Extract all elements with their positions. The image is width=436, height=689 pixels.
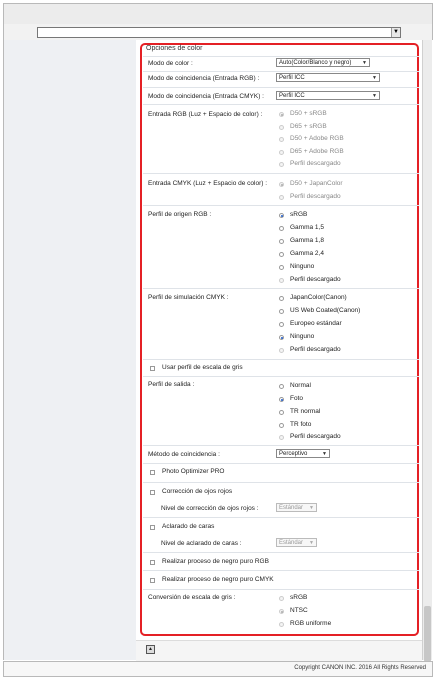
divider: [143, 589, 419, 590]
radio-button[interactable]: [279, 348, 284, 353]
matching-mode-cmyk-select[interactable]: Perfil ICC ▼: [276, 91, 380, 100]
radio-button[interactable]: [279, 265, 284, 270]
radio-button[interactable]: [279, 162, 284, 167]
divider: [143, 205, 419, 206]
chevron-down-icon: ▼: [309, 505, 314, 511]
radio-button[interactable]: [279, 384, 284, 389]
radio-label: Perfil descargado: [290, 193, 341, 200]
radio-button[interactable]: [279, 423, 284, 428]
radio-label: TR normal: [290, 408, 321, 415]
divider: [143, 359, 419, 360]
rgb-source-profile-label: Perfil de origen RGB :: [148, 211, 212, 218]
footer: [3, 661, 433, 677]
radio-button[interactable]: [279, 278, 284, 283]
grayscale-conversion-label: Conversión de escala de gris :: [148, 594, 236, 601]
radio-button[interactable]: [279, 397, 284, 402]
chevron-down-icon: ▼: [372, 93, 377, 99]
radio-button[interactable]: [279, 309, 284, 314]
radio-button[interactable]: [279, 195, 284, 200]
radio-button[interactable]: [279, 622, 284, 627]
radio-label: D50 + sRGB: [290, 110, 327, 117]
radio-button[interactable]: [279, 239, 284, 244]
matching-mode-cmyk-label: Modo de coincidencia (Entrada CMYK) :: [148, 93, 264, 100]
cmyk-input-label: Entrada CMYK (Luz + Espacio de color) :: [148, 180, 268, 187]
output-profile-label: Perfil de salida :: [148, 381, 195, 388]
page-select[interactable]: [37, 27, 401, 38]
chevron-down-icon: ▼: [309, 540, 314, 546]
radio-label: Normal: [290, 382, 311, 389]
matching-method-select[interactable]: Perceptivo ▼: [276, 449, 330, 458]
radio-button[interactable]: [279, 296, 284, 301]
divider: [143, 87, 419, 88]
divider: [143, 56, 419, 57]
divider: [143, 376, 419, 377]
section-title: Opciones de color: [146, 45, 203, 52]
chevron-down-icon: ▼: [322, 451, 327, 457]
copyright: Copyright CANON INC. 2016 All Rights Reserved: [294, 665, 426, 671]
radio-label: sRGB: [290, 594, 308, 601]
grayscale-profile-checkbox[interactable]: [150, 366, 155, 371]
pure-black-rgb-checkbox[interactable]: [150, 560, 155, 565]
radio-button[interactable]: [279, 410, 284, 415]
radio-label: TR foto: [290, 421, 312, 428]
radio-label: D50 + JapanColor: [290, 180, 343, 187]
divider: [143, 570, 419, 571]
radio-label: sRGB: [290, 211, 308, 218]
radio-label: Ninguno: [290, 333, 315, 340]
pure-black-cmyk-checkbox[interactable]: [150, 578, 155, 583]
divider: [143, 463, 419, 464]
radio-label: Perfil descargado: [290, 346, 341, 353]
top-toolbar: [3, 3, 433, 25]
radio-button[interactable]: [279, 213, 284, 218]
radio-label: Gamma 1,5: [290, 224, 324, 231]
matching-method-label: Método de coincidencia :: [148, 451, 220, 458]
radio-button[interactable]: [279, 609, 284, 614]
divider: [143, 445, 419, 446]
radio-button[interactable]: [279, 596, 284, 601]
radio-label: Perfil descargado: [290, 433, 341, 440]
scrollbar-thumb[interactable]: [424, 606, 431, 662]
radio-button[interactable]: [279, 150, 284, 155]
radio-button[interactable]: [279, 137, 284, 142]
radio-button[interactable]: [279, 435, 284, 440]
radio-button[interactable]: [279, 112, 284, 117]
radio-label: Ninguno: [290, 263, 315, 270]
cmyk-simulation-profile-label: Perfil de simulación CMYK :: [148, 294, 229, 301]
radio-label: Perfil descargado: [290, 276, 341, 283]
radio-button[interactable]: [279, 125, 284, 130]
radio-label: D65 + sRGB: [290, 123, 327, 130]
pure-black-cmyk-label: Realizar proceso de negro puro CMYK: [162, 576, 274, 583]
radio-button[interactable]: [279, 226, 284, 231]
red-eye-checkbox[interactable]: [150, 490, 155, 495]
radio-label: D50 + Adobe RGB: [290, 135, 344, 142]
vertical-scrollbar[interactable]: [422, 40, 432, 660]
chevron-down-icon[interactable]: ▼: [391, 28, 400, 37]
address-row: [3, 24, 433, 40]
photo-optimizer-checkbox[interactable]: [150, 470, 155, 475]
divider: [143, 288, 419, 289]
chevron-down-icon: ▼: [362, 60, 367, 66]
grayscale-profile-label: Usar perfil de escala de gris: [162, 364, 243, 371]
matching-mode-rgb-label: Modo de coincidencia (Entrada RGB) :: [148, 75, 260, 82]
chevron-down-icon: ▼: [372, 75, 377, 81]
radio-button[interactable]: [279, 182, 284, 187]
pure-black-rgb-label: Realizar proceso de negro puro RGB: [162, 558, 269, 565]
radio-label: Foto: [290, 395, 304, 402]
red-eye-label: Corrección de ojos rojos: [162, 488, 233, 495]
left-navigation-panel: [3, 40, 137, 660]
red-eye-level-label: Nivel de corrección de ojos rojos :: [161, 505, 259, 512]
divider: [143, 104, 419, 105]
face-brightener-checkbox[interactable]: [150, 525, 155, 530]
back-to-top-icon[interactable]: ▲: [146, 645, 155, 654]
color-mode-select[interactable]: Auto(Color/Blanco y negro) ▼: [276, 58, 370, 67]
divider: [143, 482, 419, 483]
bottom-bar: [136, 640, 422, 661]
face-brightener-level-label: Nivel de aclarado de caras :: [161, 540, 242, 547]
radio-label: Europeo estándar: [290, 320, 342, 327]
radio-label: Perfil descargado: [290, 160, 341, 167]
radio-label: Gamma 1,8: [290, 237, 324, 244]
face-brightener-label: Aclarado de caras: [162, 523, 215, 530]
matching-mode-rgb-select[interactable]: Perfil ICC ▼: [276, 73, 380, 82]
rgb-input-label: Entrada RGB (Luz + Espacio de color) :: [148, 111, 263, 118]
radio-button[interactable]: [279, 252, 284, 257]
divider: [143, 517, 419, 518]
photo-optimizer-label: Photo Optimizer PRO: [162, 468, 225, 475]
radio-label: Gamma 2,4: [290, 250, 324, 257]
divider: [143, 71, 419, 72]
red-eye-level-select[interactable]: Estándar ▼: [276, 503, 317, 512]
radio-button[interactable]: [279, 322, 284, 327]
radio-label: D65 + Adobe RGB: [290, 148, 344, 155]
color-mode-label: Modo de color :: [148, 60, 193, 67]
face-brightener-level-select[interactable]: Estándar ▼: [276, 538, 317, 547]
divider: [143, 552, 419, 553]
radio-label: US Web Coated(Canon): [290, 307, 361, 314]
radio-label: JapanColor(Canon): [290, 294, 347, 301]
divider: [143, 173, 419, 174]
radio-label: RGB uniforme: [290, 620, 332, 627]
radio-label: NTSC: [290, 607, 308, 614]
radio-button[interactable]: [279, 335, 284, 340]
